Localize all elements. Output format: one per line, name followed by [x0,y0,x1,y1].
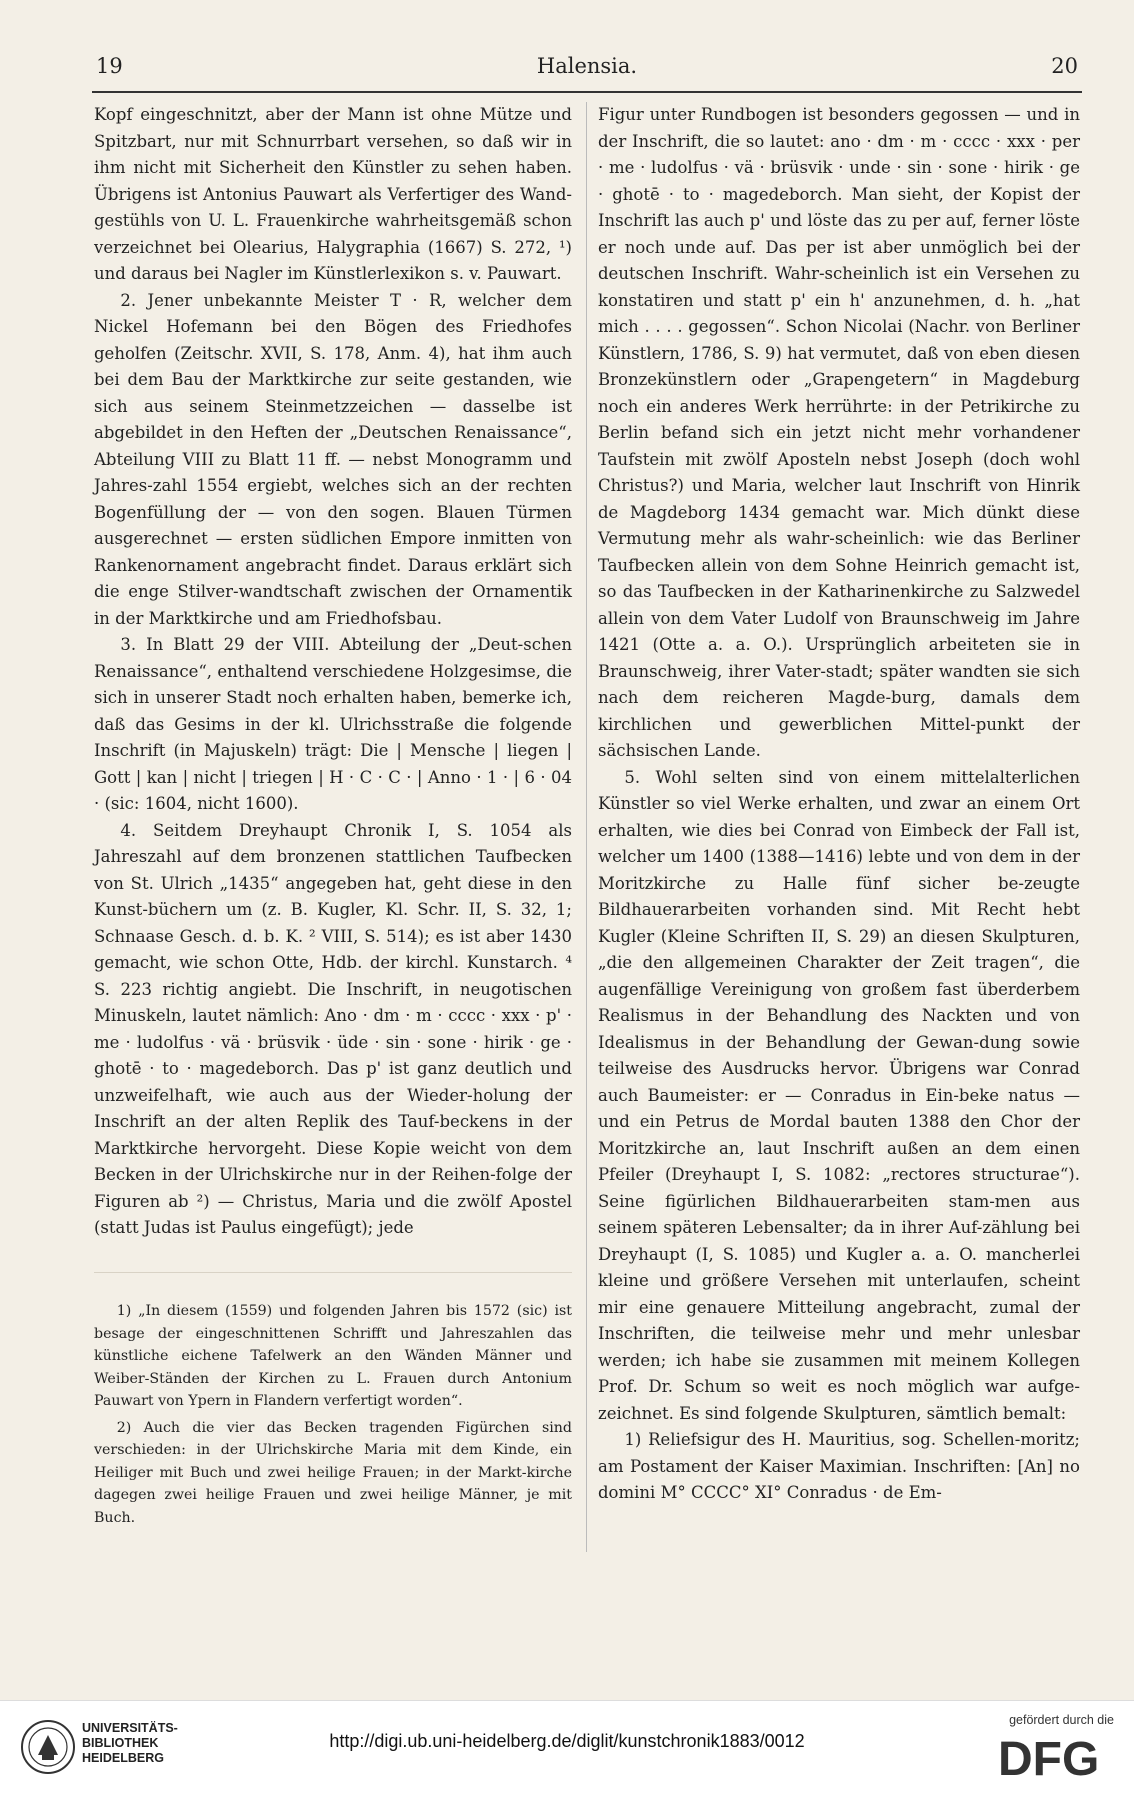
footnote-rule [94,1272,572,1273]
footnote: 1) „In diesem (1559) und folgenden Jahren bis 1572 (sic) ist besage der eingeschnittenen Schrifft und Jahreszahlen das künstliche eichene Tafelwerk an den Wänden Männer und Weiber-Ständen der Kirchen zu L. Frauen durch Antonium Pauwart von Ypern in Flandern verfertigt worden“. [94,1303,572,1409]
library-name: UNIVERSITÄTS- BIBLIOTHEK HEIDELBERG [82,1721,178,1765]
paragraph: Figur unter Rundbogen ist besonders gegossen — und in der Inschrift, die so lautet: ano · dm · m · cccc · xxx · per · me · ludolfus · vä · brüsvik · unde · sin · sone · hirik · ge · ghotē · to · magedeborch. Man sieht, der Kopist der Inschrift las auch p' und löste das zu per auf, ferner löste er noch unde auf. Das per ist aber unmöglich bei der deutschen Inschrift. Wahr-scheinlich ist ein Versehen zu konstatiren und statt p' ein h' anzunehmen, d. h. „hat mich . . . . gegossen“. Schon Nicolai (Nachr. von Berliner Künstlern, 1786, S. 9) hat vermutet, daß von eben diesen Bronzekünstlern oder „Grapengetern“ in Magdeburg noch ein anderes Werk herrührte: in der Petrikirche zu Berlin befand sich ein jetzt nicht mehr vorhandener Taufstein mit zwölf Aposteln nebst Joseph (doch wohl Christus?) und Maria, welcher laut Inschrift von Hinrik de Magdeborg 1434 gemacht war. Mich dünkt diese Vermutung mehr als wahr-scheinlich: wie das Berliner Taufbecken allein von dem Sohne Heinrich gemacht ist, so das Taufbecken in der Katharinenkirche zu Salzwedel allein von dem Vater Ludolf von Braunschweig im Jahre 1421 (Otte a. a. O.). Ursprünglich arbeiteten sie in Braunschweig, ihrer Vater-stadt; später wandten sie sich nach dem reicheren Magde-burg, damals dem kirchlichen und gewerblichen Mittel-punkt der sächsischen Lande. [598,105,1080,760]
left-column [94,102,572,1242]
footnotes [94,1300,572,1533]
permalink[interactable]: http://digi.ub.uni-heidelberg.de/diglit/kunstchronik1883/0012 [329,1731,805,1751]
paragraph: 1) Reliefsigur des H. Mauritius, sog. Schellen-moritz; am Postament der Kaiser Maximian. Inschriften: [An] no domini M° CCCC° XI° Conradus · de Em- [598,1430,1080,1502]
dfg-logo-icon [994,1731,1112,1781]
paragraph: Kopf eingeschnitzt, aber der Mann ist ohne Mütze und Spitzbart, nur mit Schnurrbart versehen, so daß wir in ihm nicht mit Sicherheit den Künstler zu sehen haben. Übrigens ist Antonius Pauwart als Verfertiger des Wand-gestühls von U. L. Frauenkirche wahrheitsgemäß schon verzeichnet bei Olearius, Halygraphia (1667) S. 272, ¹) und daraus bei Nagler im Künstlerlexikon s. v. Pauwart. [94,105,572,283]
page-number-left: 19 [96,54,123,78]
paragraph: 3. In Blatt 29 der VIII. Abteilung der „Deut-schen Renaissance“, enthaltend verschiedene Holzgesimse, die sich in unserer Stadt noch erhalten haben, bemerke ich, daß das Gesims in der kl. Ulrichsstraße die folgende Inschrift (in Majuskeln) trägt: Die | Mensche | liegen | Gott | kan | nicht | triegen | H · C · C · | Anno · 1 · | 6 · 04 · (sic: 1604, nicht 1600). [94,635,572,813]
funded-by-label: gefördert durch die [1009,1713,1114,1727]
column-divider [586,102,587,1552]
paragraph: 4. Seitdem Dreyhaupt Chronik I, S. 1054 als Jahreszahl auf dem bronzenen stattlichen Taufbecken von St. Ulrich „1435“ angegeben hat, geht diese in den Kunst-büchern um (z. B. Kugler, Kl. Schr. II, S. 32, 1; Schnaase Gesch. d. b. K. ² VIII, S. 514); es ist aber 1430 gemacht, wie schon Otte, Hdb. der kirchl. Kunstarch. ⁴ S. 223 richtig angiebt. Die Inschrift, in neugotischen Minuskeln, lautet nämlich: Ano · dm · m · cccc · xxx · p' · me · ludolfus · vä · brüsvik · üde · sin · sone · hirik · ge · ghotē · to · magedeborch. Das p' ist ganz deutlich und unzweifelhaft, wie auch aus der Wieder-holung der Inschrift an der alten Replik des Tauf-beckens in der Marktkirche hervorgeht. Diese Kopie weicht von dem Becken in der Ulrichskirche nur in der Reihen-folge der Figuren ab ²) — Christus, Maria und die zwölf Apostel (statt Judas ist Paulus eingefügt); jede [94,820,572,1237]
right-column [598,102,1080,1507]
svg-text:DFG: DFG [998,1733,1100,1781]
running-title: Halensia. [536,54,638,78]
footer-bar [0,1700,1134,1795]
paragraph: 2. Jener unbekannte Meister T · R, welcher dem Nickel Hofemann bei den Bögen des Friedhofes geholfen (Zeitschr. XVII, S. 178, Anm. 4), hat ihm auch bei dem Bau der Marktkirche zur seite gestanden, wie sich aus seinem Steinmetzzeichen — dasselbe ist abgebildet in den Heften der „Deutschen Renaissance“, Abteilung VIII zu Blatt 11 ff. — nebst Monogramm und Jahres-zahl 1554 ergiebt, welches sich an der rechten Bogenfüllung der — von den sogen. Blauen Türmen ausgerechnet — ersten südlichen Empore inmitten von Rankenornament angebracht findet. Daraus erklärt sich die enge Stilver-wandtschaft zwischen der Ornamentik in der Marktkirche und am Friedhofsbau. [94,290,572,628]
page-number-right: 20 [1051,54,1078,78]
page-header [96,48,1078,84]
header-rule [92,91,1082,93]
paragraph: 5. Wohl selten sind von einem mittelalterlichen Künstler so viel Werke erhalten, und zwar an einem Ort erhalten, wie dies bei Conrad von Eimbeck der Fall ist, welcher um 1400 (1388—1416) lebte und von dem in der Moritzkirche zu Halle fünf sicher be-zeugte Bildhauerarbeiten vorhanden sind. Mit Recht hebt Kugler (Kleine Schriften II, S. 29) an diesen Skulpturen, „die den allgemeinen Charakter der Zeit tragen“, die augenfällige Vereinigung von großem fast überderbem Realismus in der Behandlung des Nackten und von Idealismus in der Behandlung der Gewan-dung sowie teilweise des Ausdrucks hervor. Übrigens war Conrad auch Baumeister: er — Conradus in Ein-beke natus — und ein Petrus de Mordal bauten 1388 den Chor der Moritzkirche an, laut Inschrift außen an dem einen Pfeiler (Dreyhaupt I, S. 1082: „rectores structurae“). Seine figürlichen Bildhauerarbeiten stam-men aus seinem späteren Lebensalter; da in ihrer Auf-zählung bei Dreyhaupt (I, S. 1085) und Kugler a. a. O. mancherlei kleine und größere Versehen mit unterlaufen, scheint mir eine genauere Mitteilung angebracht, zumal der Inschriften, die teilweise mehr und mehr unlesbar werden; ich habe sie zusammen mit meinem Kollegen Prof. Dr. Schum so weit es noch möglich war aufge-zeichnet. Es sind folgende Skulpturen, sämtlich bemalt: [598,767,1080,1423]
footnote: 2) Auch die vier das Becken tragenden Figürchen sind verschieden: in der Ulrichskirche Maria mit dem Kinde, ein Heiliger mit Buch und zwei heilige Frauen; in der Markt-kirche dagegen zwei heilige Frauen und zwei heilige Männer, je mit Buch. [94,1419,572,1526]
